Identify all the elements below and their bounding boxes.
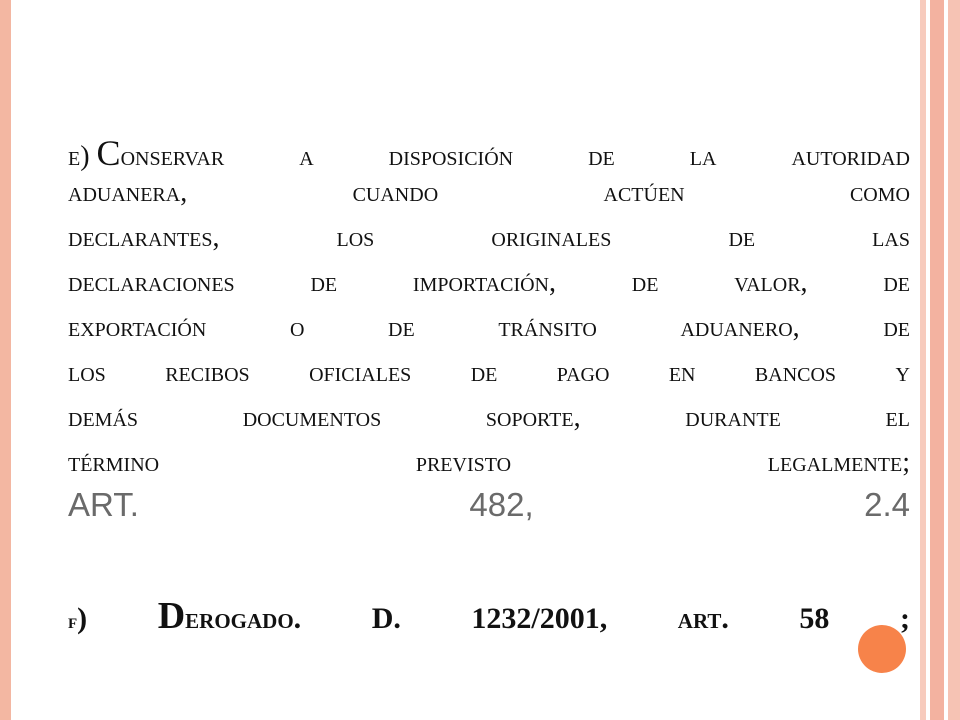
word: de bbox=[631, 267, 659, 298]
word: originales bbox=[491, 222, 612, 253]
word: onservar bbox=[120, 141, 225, 172]
item-paren: ) bbox=[80, 141, 90, 172]
word: bancos bbox=[754, 357, 837, 388]
word: de bbox=[310, 267, 338, 298]
word: durante bbox=[685, 402, 781, 433]
word: ; bbox=[899, 602, 910, 635]
word: recibos bbox=[165, 357, 250, 388]
word: la bbox=[689, 141, 717, 172]
right-frame-stripes bbox=[920, 0, 960, 720]
item-paren: ) bbox=[77, 602, 88, 635]
word: autoridad bbox=[791, 141, 910, 172]
item-marker: f bbox=[68, 608, 78, 633]
text-line bbox=[68, 357, 910, 402]
word: tránsito bbox=[498, 312, 597, 343]
word: D. bbox=[371, 602, 401, 635]
article-reference bbox=[68, 486, 910, 532]
text-line bbox=[68, 132, 910, 177]
word: pago bbox=[556, 357, 610, 388]
text-line bbox=[68, 222, 910, 267]
paragraph-e bbox=[68, 132, 910, 532]
word: importación, bbox=[412, 267, 556, 298]
initial-capital: C bbox=[96, 133, 121, 173]
word: actúen bbox=[603, 177, 685, 208]
word: cuando bbox=[352, 177, 439, 208]
word: y bbox=[895, 357, 910, 388]
word: previsto bbox=[415, 447, 512, 478]
word: soporte, bbox=[485, 402, 581, 433]
word: de bbox=[728, 222, 756, 253]
word: demás bbox=[68, 402, 139, 433]
left-frame-bar bbox=[0, 0, 11, 720]
word: término bbox=[68, 447, 160, 478]
word: los bbox=[68, 357, 106, 388]
word: el bbox=[885, 402, 910, 433]
accent-circle bbox=[858, 625, 906, 673]
word: aduanera, bbox=[68, 177, 188, 208]
word: declaraciones bbox=[68, 267, 235, 298]
word: legalmente; bbox=[767, 447, 910, 478]
word: los bbox=[336, 222, 375, 253]
text-line bbox=[68, 177, 910, 222]
word: de bbox=[883, 267, 910, 298]
word: 1232/2001, bbox=[471, 602, 608, 635]
word: en bbox=[668, 357, 696, 388]
text-line bbox=[68, 402, 910, 447]
word: oficiales bbox=[309, 357, 412, 388]
word: documentos bbox=[242, 402, 382, 433]
word: declarantes, bbox=[68, 222, 220, 253]
text-line bbox=[68, 312, 910, 357]
reference-word: ART. bbox=[68, 486, 139, 523]
reference-word: 482, bbox=[469, 486, 534, 523]
word: a bbox=[299, 141, 314, 172]
reference-word: 2.4 bbox=[864, 486, 910, 523]
paragraph-f bbox=[68, 594, 910, 638]
word: las bbox=[872, 222, 910, 253]
initial-capital: D bbox=[157, 595, 186, 637]
item-marker: e bbox=[68, 141, 81, 172]
text-line bbox=[68, 267, 910, 312]
word: disposición bbox=[388, 141, 514, 172]
word: art. bbox=[677, 602, 729, 635]
word: erogado. bbox=[185, 602, 302, 635]
word: de bbox=[588, 141, 615, 172]
word: 58 bbox=[799, 602, 830, 635]
word: o bbox=[289, 312, 305, 343]
word: de bbox=[388, 312, 415, 343]
word: valor, bbox=[734, 267, 808, 298]
word: exportación bbox=[68, 312, 207, 343]
word: de bbox=[470, 357, 498, 388]
word: de bbox=[883, 312, 910, 343]
word: aduanero, bbox=[680, 312, 800, 343]
word: como bbox=[849, 177, 910, 208]
